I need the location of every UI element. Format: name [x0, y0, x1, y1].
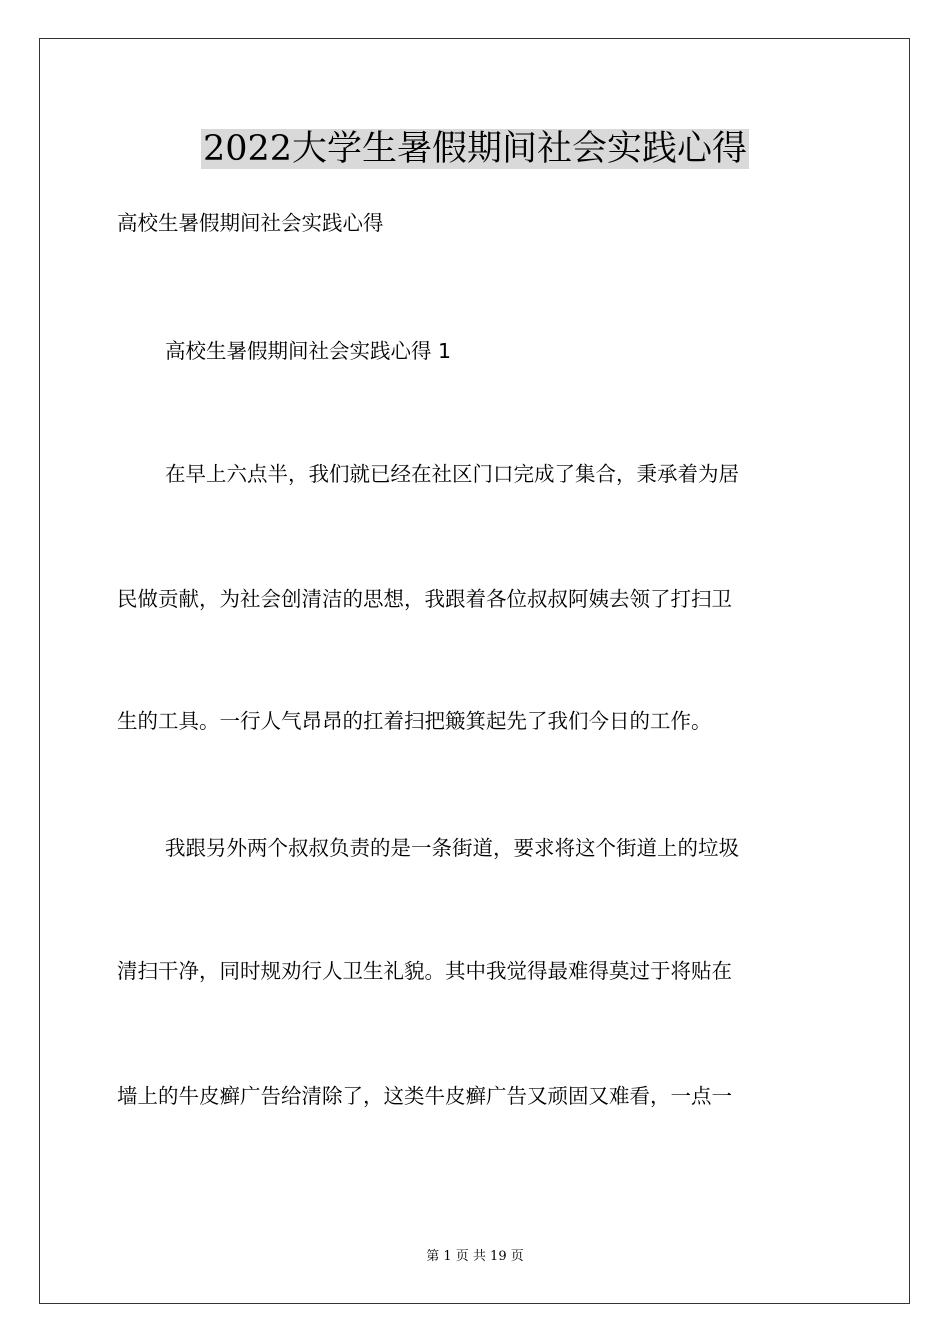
- paragraph-line: 生的工具。一行人气昂昂的扛着扫把簸箕起先了我们今日的工作。: [117, 709, 712, 733]
- document-subtitle: 高校生暑假期间社会实践心得: [117, 211, 384, 235]
- paragraph-line: 我跟另外两个叔叔负责的是一条街道，要求将这个街道上的垃圾: [165, 836, 739, 860]
- paragraph-line: 在早上六点半，我们就已经在社区门口完成了集合，秉承着为居: [165, 462, 739, 486]
- paragraph-line: 墙上的牛皮癣广告给清除了，这类牛皮癣广告又顽固又难看，一点一: [117, 1084, 732, 1108]
- document-title-text: 2022大学生暑假期间社会实践心得: [202, 129, 748, 169]
- document-title: [0, 124, 950, 174]
- paragraph-line: 清扫干净，同时规劝行人卫生礼貌。其中我觉得最难得莫过于将贴在: [117, 959, 732, 983]
- page-footer: 第 1 页 共 19 页: [426, 1249, 524, 1264]
- paragraph-line: 民做贡献，为社会创清洁的思想，我跟着各位叔叔阿姨去领了打扫卫: [117, 587, 732, 611]
- section-heading: 高校生暑假期间社会实践心得 1: [165, 339, 452, 363]
